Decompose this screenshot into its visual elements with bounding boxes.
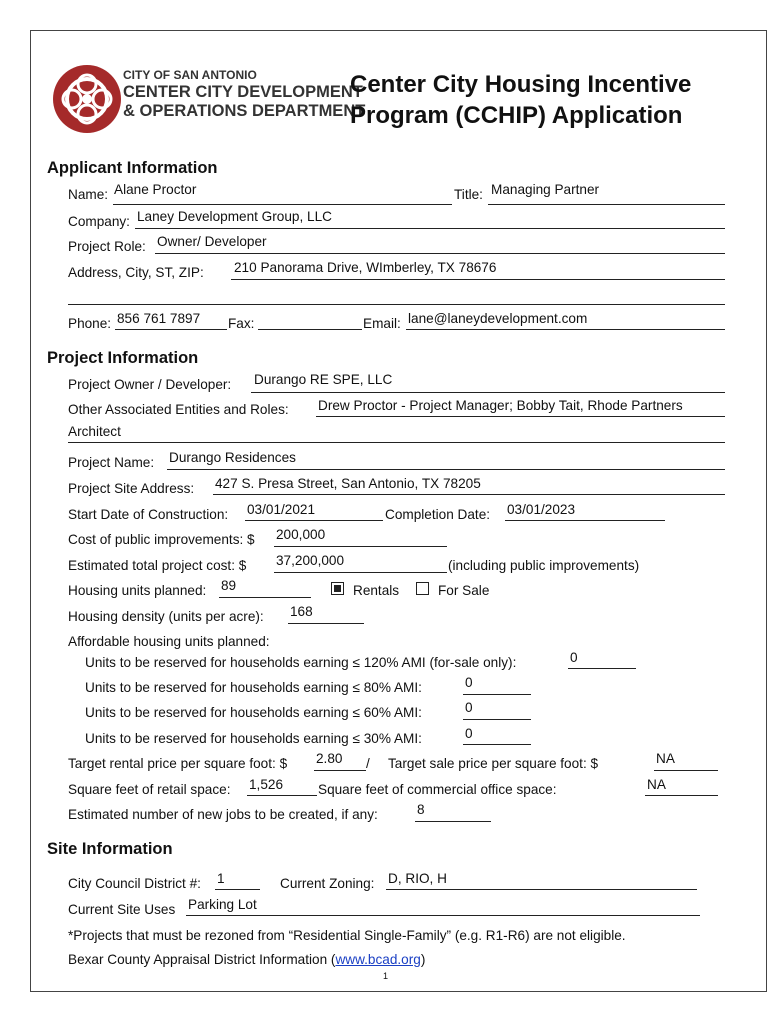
name-label: Name: (68, 187, 109, 202)
units-planned-label: Housing units planned: (68, 583, 207, 598)
retail-space-label: Square feet of retail space: (68, 782, 231, 797)
logo-line-2: CENTER CITY DEVELOPMENT (123, 83, 363, 101)
site-uses-field[interactable]: Parking Lot (188, 897, 257, 912)
rentals-label: Rentals (353, 583, 400, 598)
city-seal-logo-icon (51, 63, 123, 135)
rent-price-label: Target rental price per square foot: $ (68, 756, 288, 771)
rentals-checkbox[interactable] (331, 582, 344, 595)
public-cost-label: Cost of public improvements: $ (68, 532, 255, 547)
fax-label: Fax: (228, 316, 255, 331)
ami-60-field[interactable]: 0 (465, 700, 473, 715)
total-cost-label: Estimated total project cost: $ (68, 558, 247, 573)
bcad-info (68, 952, 425, 967)
ami-80-label: Units to be reserved for households earning ≤ 80% AMI: (85, 680, 422, 695)
units-planned-field[interactable]: 89 (221, 578, 237, 593)
sale-price-field[interactable]: NA (656, 751, 675, 766)
start-date-label: Start Date of Construction: (68, 507, 229, 522)
ami-120-field[interactable]: 0 (570, 650, 578, 665)
form-title-line-2: Program (CCHIP) Application (350, 102, 683, 129)
company-field[interactable]: Laney Development Group, LLC (137, 209, 332, 224)
bcad-label: Bexar County Appraisal District Information ( (68, 952, 336, 967)
total-cost-field[interactable]: 37,200,000 (276, 553, 345, 568)
office-space-field[interactable]: NA (647, 777, 666, 792)
for-sale-checkbox[interactable] (416, 582, 429, 595)
site-uses-label: Current Site Uses (68, 902, 176, 917)
logo-line-1: CITY OF SAN ANTONIO (123, 68, 257, 82)
project-role-label: Project Role: (68, 239, 146, 254)
applicant-heading: Applicant Information (47, 159, 218, 177)
address-line-2[interactable] (68, 304, 725, 305)
rent-price-slash: / (366, 756, 370, 771)
office-space-label: Square feet of commercial office space: (318, 782, 557, 797)
district-label: City Council District #: (68, 876, 201, 891)
phone-field[interactable]: 856 761 7897 (117, 311, 201, 326)
company-label: Company: (68, 214, 130, 229)
completion-date-label: Completion Date: (385, 507, 491, 522)
title-field[interactable]: Managing Partner (491, 182, 600, 197)
project-role-field[interactable]: Owner/ Developer (157, 234, 267, 249)
sale-price-label: Target sale price per square foot: $ (388, 756, 599, 771)
ami-80-field[interactable]: 0 (465, 675, 473, 690)
new-jobs-label: Estimated number of new jobs to be created, if any: (68, 807, 378, 822)
density-field[interactable]: 168 (290, 604, 313, 619)
public-cost-field[interactable]: 200,000 (276, 527, 326, 542)
ami-120-label: Units to be reserved for households earning ≤ 120% AMI (for-sale only): (85, 655, 517, 670)
density-label: Housing density (units per acre): (68, 609, 264, 624)
total-cost-note: (including public improvements) (448, 558, 640, 573)
email-label: Email: (363, 316, 401, 331)
affordable-label: Affordable housing units planned: (68, 634, 270, 649)
district-field[interactable]: 1 (217, 871, 225, 886)
project-heading: Project Information (47, 349, 199, 367)
entities-field[interactable]: Drew Proctor - Project Manager; Bobby Tait, Rhode Partners (318, 398, 683, 413)
project-name-field[interactable]: Durango Residences (169, 450, 296, 465)
name-field[interactable]: Alane Proctor (114, 182, 197, 197)
new-jobs-field[interactable]: 8 (417, 802, 425, 817)
form-page (30, 30, 767, 992)
title-label: Title: (454, 187, 483, 202)
ami-30-field[interactable]: 0 (465, 726, 473, 741)
site-heading: Site Information (47, 840, 173, 858)
rent-price-field[interactable]: 2.80 (316, 751, 343, 766)
zoning-label: Current Zoning: (280, 876, 375, 891)
entities-field-line-2[interactable]: Architect (68, 424, 121, 439)
address-field[interactable]: 210 Panorama Drive, WImberley, TX 78676 (234, 260, 497, 275)
retail-space-field[interactable]: 1,526 (249, 777, 284, 792)
project-name-label: Project Name: (68, 455, 155, 470)
ami-60-label: Units to be reserved for households earning ≤ 60% AMI: (85, 705, 422, 720)
bcad-close: ) (420, 952, 426, 967)
form-title-line-1: Center City Housing Incentive (350, 71, 692, 98)
for-sale-label: For Sale (438, 583, 490, 598)
start-date-field[interactable]: 03/01/2021 (247, 502, 316, 517)
logo-line-3: & OPERATIONS DEPARTMENT (123, 102, 366, 120)
page-number: 1 (383, 971, 389, 981)
rezoning-note: *Projects that must be rezoned from “Residential Single-Family” (e.g. R1-R6) are not eligible. (68, 928, 626, 943)
entities-label: Other Associated Entities and Roles: (68, 402, 289, 417)
zoning-field[interactable]: D, RIO, H (388, 871, 447, 886)
site-address-label: Project Site Address: (68, 481, 195, 496)
owner-label: Project Owner / Developer: (68, 377, 232, 392)
phone-label: Phone: (68, 316, 112, 331)
owner-field[interactable]: Durango RE SPE, LLC (254, 372, 393, 387)
site-address-field[interactable]: 427 S. Presa Street, San Antonio, TX 78205 (215, 476, 481, 491)
bcad-link[interactable]: www.bcad.org (335, 952, 421, 967)
email-field[interactable]: lane@laneydevelopment.com (408, 311, 588, 326)
ami-30-label: Units to be reserved for households earning ≤ 30% AMI: (85, 731, 422, 746)
completion-date-field[interactable]: 03/01/2023 (507, 502, 576, 517)
address-label: Address, City, ST, ZIP: (68, 265, 204, 280)
